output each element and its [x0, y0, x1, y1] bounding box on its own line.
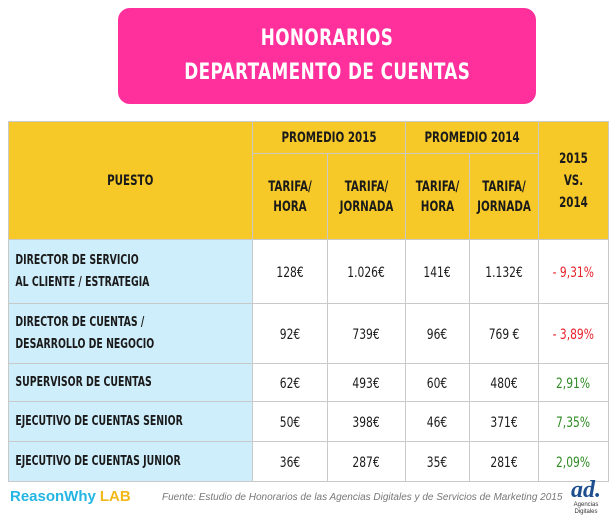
tarifa-hora-2015-header: TARIFA/ HORA	[253, 154, 328, 240]
table-row: DIRECTOR DE CUENTAS / DESARROLLO DE NEGOCIO 92€ 739€ 96€ 769 € - 3,89%	[9, 304, 609, 364]
tarifa-jornada-2014-header: TARIFA/ JORNADA	[470, 154, 539, 240]
title-line-2: DEPARTAMENTO DE CUENTAS	[183, 60, 471, 85]
diff-cell: 2,09%	[539, 442, 609, 482]
tarifa-jornada-2015-header: TARIFA/ JORNADA	[328, 154, 406, 240]
role-cell: DIRECTOR DE SERVICIO AL CLIENTE / ESTRATEGIA	[9, 240, 253, 304]
tarifa-hora-2014-header: TARIFA/ HORA	[406, 154, 470, 240]
diff-cell: - 3,89%	[539, 304, 609, 364]
reasonwhy-logo: ReasonWhy LAB	[10, 488, 131, 505]
title-line-1: HONORARIOS	[260, 26, 394, 51]
role-cell: DIRECTOR DE CUENTAS / DESARROLLO DE NEGOCIO	[9, 304, 253, 364]
title-banner	[118, 8, 536, 104]
diff-cell: - 9,31%	[539, 240, 609, 304]
table-row: DIRECTOR DE SERVICIO AL CLIENTE / ESTRATEGIA 128€ 1.026€ 141€ 1.132€ - 9,31%	[9, 240, 609, 304]
ad-logo: ad. Agencias Digitales	[571, 477, 601, 515]
compare-header: 2015 VS. 2014	[539, 122, 609, 240]
group-2014-header: PROMEDIO 2014	[406, 122, 539, 154]
role-cell: EJECUTIVO DE CUENTAS SENIOR	[9, 402, 253, 442]
table-row: EJECUTIVO DE CUENTAS JUNIOR 36€ 287€ 35€ 281€ 2,09%	[9, 442, 609, 482]
table-row: EJECUTIVO DE CUENTAS SENIOR 50€ 398€ 46€ 371€ 7,35%	[9, 402, 609, 442]
fees-table	[8, 121, 609, 482]
group-2015-header: PROMEDIO 2015	[253, 122, 406, 154]
puesto-header: PUESTO	[9, 122, 253, 240]
diff-cell: 2,91%	[539, 364, 609, 402]
role-cell: SUPERVISOR DE CUENTAS	[9, 364, 253, 402]
role-cell: EJECUTIVO DE CUENTAS JUNIOR	[9, 442, 253, 482]
diff-cell: 7,35%	[539, 402, 609, 442]
source-note: Fuente: Estudio de Honorarios de las Agencias Digitales y de Servicios de Marketing 2015	[162, 492, 563, 503]
table-row: SUPERVISOR DE CUENTAS 62€ 493€ 60€ 480€ 2,91%	[9, 364, 609, 402]
